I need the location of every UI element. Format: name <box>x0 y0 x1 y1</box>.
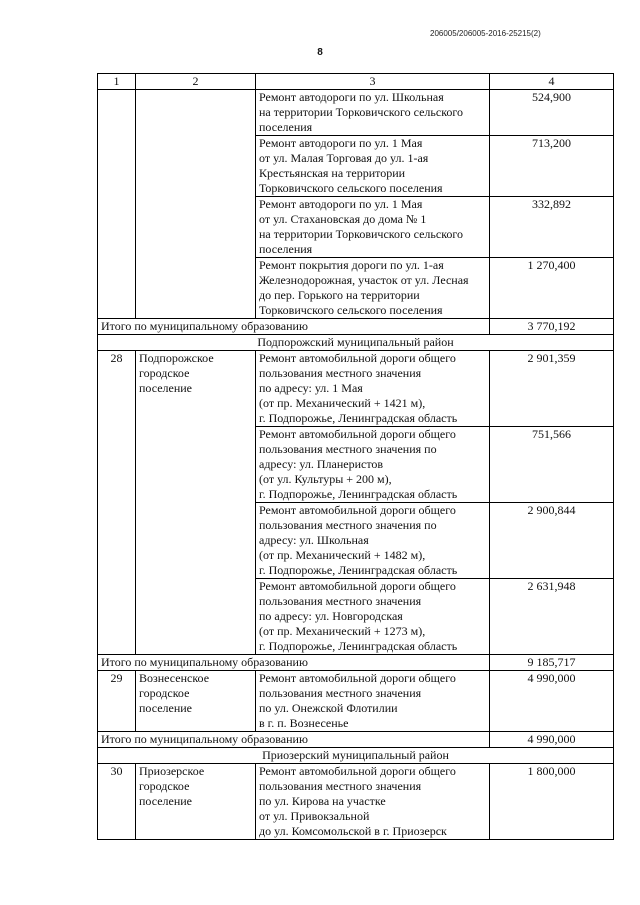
header-cell: 3 <box>256 74 490 90</box>
total-label: Итого по муниципальному образованию <box>98 655 490 671</box>
total-row <box>98 319 614 335</box>
district-title: Подпорожский муниципальный район <box>98 335 614 351</box>
value-cell: 1 800,000 <box>490 764 614 840</box>
district-title: Приозерский муниципальный район <box>98 748 614 764</box>
value-cell: 2 900,844 <box>490 503 614 579</box>
page-number: 8 <box>317 47 323 58</box>
num-cell <box>98 90 136 319</box>
name-cell: Вознесенское городское поселение <box>136 671 256 732</box>
value-cell: 751,566 <box>490 427 614 503</box>
total-row <box>98 655 614 671</box>
total-label: Итого по муниципальному образованию <box>98 732 490 748</box>
work-cell: Ремонт автомобильной дороги общего пользования местного значения по адресу: ул. Школьная (от пр. Механический + 1482 м), г. Подпорожье, Ленинградская область <box>256 503 490 579</box>
budget-table <box>97 73 614 840</box>
work-cell: Ремонт автодороги по ул. 1 Мая от ул. Малая Торговая до ул. 1-ая Крестьянская на территории Торковичского сельского поселения <box>256 136 490 197</box>
name-cell: Приозерское городское поселение <box>136 764 256 840</box>
table-row <box>98 671 614 732</box>
header-cell: 4 <box>490 74 614 90</box>
num-cell: 28 <box>98 351 136 655</box>
value-cell: 4 990,000 <box>490 671 614 732</box>
value-cell: 332,892 <box>490 197 614 258</box>
value-cell: 1 270,400 <box>490 258 614 319</box>
total-value: 4 990,000 <box>490 732 614 748</box>
table-header-row <box>98 74 614 90</box>
work-cell: Ремонт автомобильной дороги общего пользования местного значения по ул. Онежской Флотилии в г. п. Вознесенье <box>256 671 490 732</box>
name-cell <box>136 90 256 319</box>
work-cell: Ремонт автомобильной дороги общего пользования местного значения по ул. Кирова на участке от ул. Привокзальной до ул. Комсомольской в г. Приозерск <box>256 764 490 840</box>
work-cell: Ремонт автодороги по ул. 1 Мая от ул. Стахановская до дома № 1 на территории Торковичского сельского поселения <box>256 197 490 258</box>
value-cell: 2 631,948 <box>490 579 614 655</box>
table-row <box>98 351 614 427</box>
work-cell: Ремонт покрытия дороги по ул. 1-ая Железнодорожная, участок от ул. Лесная до пер. Горького на территории Торковичского сельского поселения <box>256 258 490 319</box>
district-row <box>98 335 614 351</box>
num-cell: 29 <box>98 671 136 732</box>
value-cell: 2 901,359 <box>490 351 614 427</box>
table-row <box>98 90 614 136</box>
work-cell: Ремонт автомобильной дороги общего пользования местного значения по адресу: ул. 1 Мая (от пр. Механический + 1421 м), г. Подпорожье, Ленинградская область <box>256 351 490 427</box>
name-cell: Подпорожское городское поселение <box>136 351 256 655</box>
document-id: 206005/206005-2016-25215(2) <box>430 29 541 38</box>
work-cell: Ремонт автомобильной дороги общего пользования местного значения по адресу: ул. Планеристов (от ул. Культуры + 200 м), г. Подпорожье, Ленинградская область <box>256 427 490 503</box>
header-cell: 1 <box>98 74 136 90</box>
header-cell: 2 <box>136 74 256 90</box>
work-cell: Ремонт автодороги по ул. Школьная на территории Торковичского сельского поселения <box>256 90 490 136</box>
total-row <box>98 732 614 748</box>
total-value: 9 185,717 <box>490 655 614 671</box>
num-cell: 30 <box>98 764 136 840</box>
total-value: 3 770,192 <box>490 319 614 335</box>
district-row <box>98 748 614 764</box>
value-cell: 713,200 <box>490 136 614 197</box>
table-row <box>98 764 614 840</box>
work-cell: Ремонт автомобильной дороги общего пользования местного значения по адресу: ул. Новгородская (от пр. Механический + 1273 м), г. Подпорожье, Ленинградская область <box>256 579 490 655</box>
total-label: Итого по муниципальному образованию <box>98 319 490 335</box>
value-cell: 524,900 <box>490 90 614 136</box>
